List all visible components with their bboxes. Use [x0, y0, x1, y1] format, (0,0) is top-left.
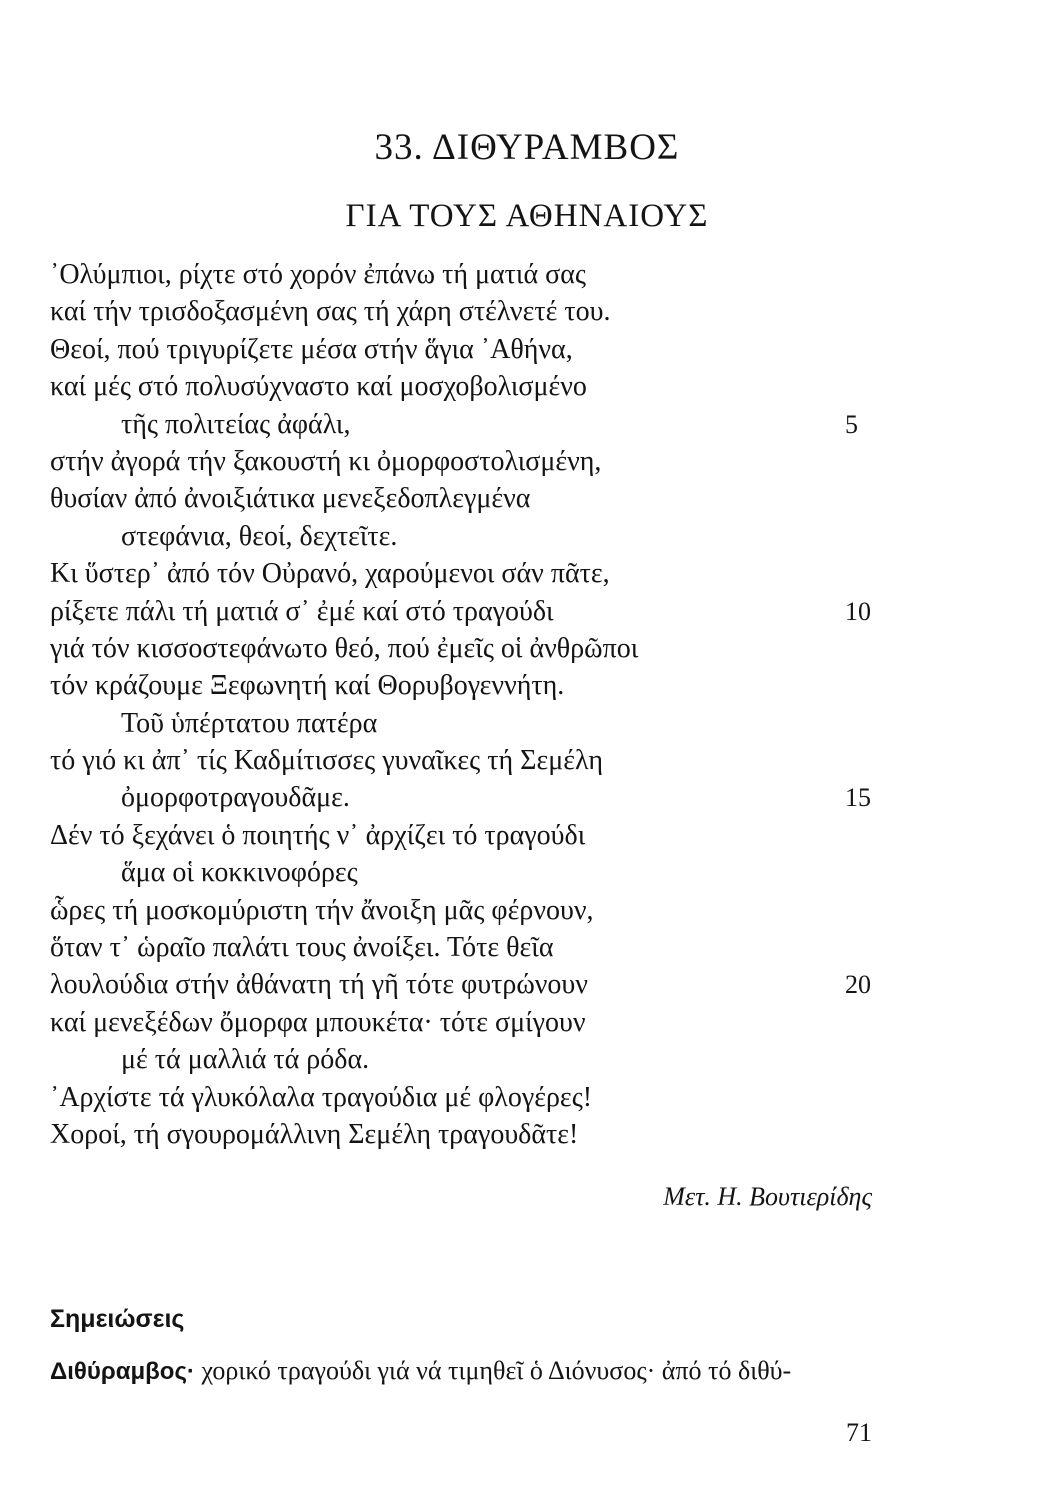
poem-line: τόν κράζουμε Ξεφωνητή καί Θορυβογεννήτη. — [50, 670, 565, 702]
line-number: 10 — [845, 596, 871, 626]
poem-body — [50, 256, 880, 1153]
poem-line: στεφάνια, θεοί, δεχτεῖτε. — [121, 520, 398, 552]
line-number: 5 — [845, 409, 858, 439]
poem-line: Θεοί, πού τριγυρίζετε μέσα στήν ἅγια ᾿Αθήνα, — [50, 333, 573, 365]
poem-line: ᾿Ολύμπιοι, ρίχτε στό χορόν ἐπάνω τή ματιά σας — [50, 259, 586, 290]
poem-line: ἅμα οἱ κοκκινοφόρες — [121, 857, 358, 889]
note-term: Διθύραμβος· — [50, 1358, 195, 1385]
poem-line: Τοῦ ὑπέρτατου πατέρα — [121, 707, 378, 739]
line-number: 20 — [845, 970, 871, 1000]
poem-line: καί τήν τρισδοξασμένη σας τή χάρη στέλνετέ του. — [50, 296, 611, 328]
poem-line: ὀμορφοτραγουδᾶμε. 15 — [50, 779, 880, 816]
poem-line: στήν ἀγορά τήν ξακουστή κι ὀμορφοστολισμένη, — [50, 445, 602, 477]
poem-line: ᾿Αρχίστε τά γλυκόλαλα τραγούδια μέ φλογέρες! — [50, 1081, 593, 1113]
note-entry — [50, 1356, 880, 1386]
note-text: χορικό τραγούδι γιά νά τιμηθεῖ ὁ Διόνυσος· ἀπό τό διθύ- — [194, 1356, 792, 1385]
translator-credit: Μετ. Η. Βουτιερίδης — [663, 1182, 872, 1211]
poem-line: ὅταν τ᾿ ὡραῖο παλάτι τους ἀνοίξει. Τότε θεῖα — [50, 932, 554, 964]
poem-line: θυσίαν ἀπό ἀνοιξιάτικα μενεξεδοπλεγμένα — [50, 483, 531, 515]
poem-line: καί μές στό πολυσύχναστο καί μοσχοβολισμένο — [50, 371, 587, 403]
poem-line: Χοροί, τή σγουρομάλλινη Σεμέλη τραγουδᾶτε! — [50, 1118, 579, 1150]
poem-line: λουλούδια στήν ἀθάνατη τή γῆ τότε φυτρώνουν 20 — [50, 966, 880, 1003]
poem-line: ὧρες τή μοσκομύριστη τήν ἄνοιξη μᾶς φέρνουν, — [50, 894, 594, 926]
line-number: 15 — [845, 783, 871, 813]
poem-line: μέ τά μαλλιά τά ρόδα. — [121, 1044, 370, 1076]
poem-line: Κι ὕστερ᾿ ἀπό τόν Οὐρανό, χαρούμενοι σάν πᾶτε, — [50, 558, 610, 590]
poem-line: καί μενεξέδων ὄμορφα μπουκέτα· τότε σμίγουν — [50, 1006, 586, 1038]
poem-line: γιά τόν κισσοστεφάνωτο θεό, πού ἐμεῖς οἱ ἀνθρῶποι — [50, 632, 639, 664]
poem-subtitle: ΓΙΑ ΤΟΥΣ ΑΘΗΝΑΙΟΥΣ — [345, 198, 709, 234]
poem-title: 33. ΔΙΘΥΡΑΜΒΟΣ — [374, 127, 680, 168]
page-number: 71 — [846, 1418, 872, 1447]
poem-line: Δέν τό ξεχάνει ὁ ποιητής ν᾿ ἀρχίζει τό τραγούδι — [50, 819, 586, 851]
notes-heading: Σημειώσεις — [50, 1305, 185, 1333]
poem-line: ρίξετε πάλι τή ματιά σ᾿ ἐμέ καί στό τραγούδι 10 — [50, 593, 880, 630]
poem-line: τῆς πολιτείας ἀφάλι, 5 — [50, 406, 880, 443]
poem-line: τό γιό κι ἀπ᾿ τίς Καδμίτισσες γυναῖκες τή Σεμέλη — [50, 745, 603, 777]
